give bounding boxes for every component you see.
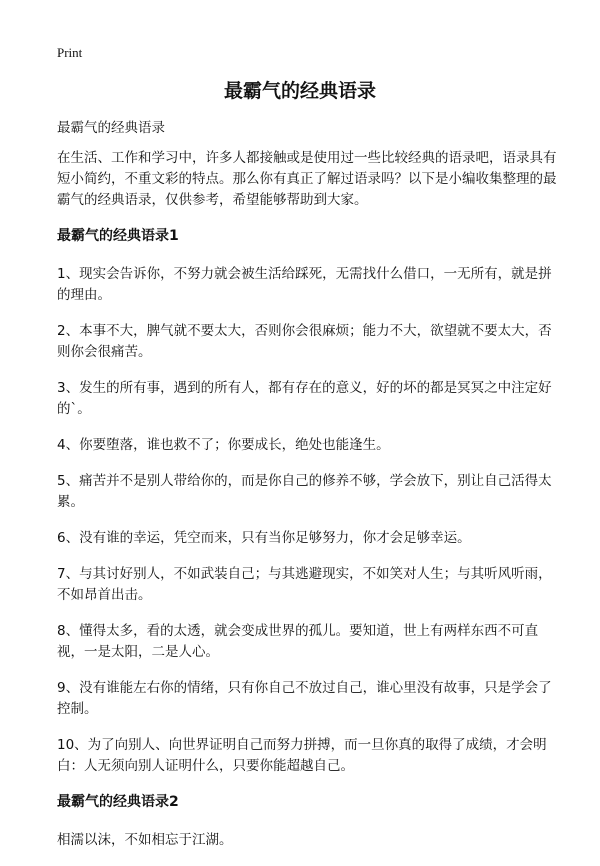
list-item: 1、现实会告诉你，不努力就会被生活给踩死，无需找什么借口，一无所有，就是拼的理由。 [57, 266, 552, 303]
list-item: 相濡以沫，不如相忘于江湖。 [57, 832, 233, 848]
section-1 [57, 226, 557, 777]
document-subtitle: 最霸气的经典语录 [57, 120, 165, 136]
page-title: 最霸气的经典语录 [223, 80, 376, 102]
list-item: 3、发生的所有事，遇到的所有人，都有存在的意义，好的坏的都是冥冥之中注定好的`。 [57, 380, 552, 417]
list-item: 7、与其讨好别人，不如武装自己；与其逃避现实，不如笑对人生；与其听风听雨，不如昂首出击。 [57, 566, 552, 603]
list-item: 6、没有谁的幸运，凭空而来，只有当你足够努力，你才会足够幸运。 [57, 530, 471, 546]
section-heading: 最霸气的经典语录1 [57, 228, 179, 244]
list-item: 9、没有谁能左右你的情绪，只有你自己不放过自己，谁心里没有故事，只是学会了控制。 [57, 680, 552, 717]
list-item: 8、懂得太多，看的太透，就会变成世界的孤儿。要知道，世上有两样东西不可直视，一是太阳，二是人心。 [57, 623, 539, 660]
list-item: 4、你要堕落，谁也救不了；你要成长，绝处也能逢生。 [57, 437, 390, 453]
list-item: 5、痛苦并不是别人带给你的，而是你自己的修养不够，学会放下，别让自己活得太累。 [57, 473, 552, 510]
section-2 [57, 792, 557, 851]
section-heading: 最霸气的经典语录2 [57, 794, 179, 810]
document-body [57, 118, 557, 866]
list-item: 10、为了向别人、向世界证明自己而努力拼搏，而一旦你真的取得了成绩，才会明白：人无须向别人证明什么，只要你能超越自己。 [57, 737, 547, 774]
intro-paragraph: 在生活、工作和学习中，许多人都接触或是使用过一些比较经典的语录吧，语录具有短小简约，不重文彩的特点。那么你有真正了解过语录吗？以下是小编收集整理的最霸气的经典语录，仅供参考，希望能够帮助到大家。 [57, 150, 557, 208]
list-item: 2、本事不大，脾气就不要太大，否则你会很麻烦；能力不大，欲望就不要太大，否则你会很痛苦。 [57, 323, 552, 360]
print-link[interactable]: Print [57, 45, 83, 60]
